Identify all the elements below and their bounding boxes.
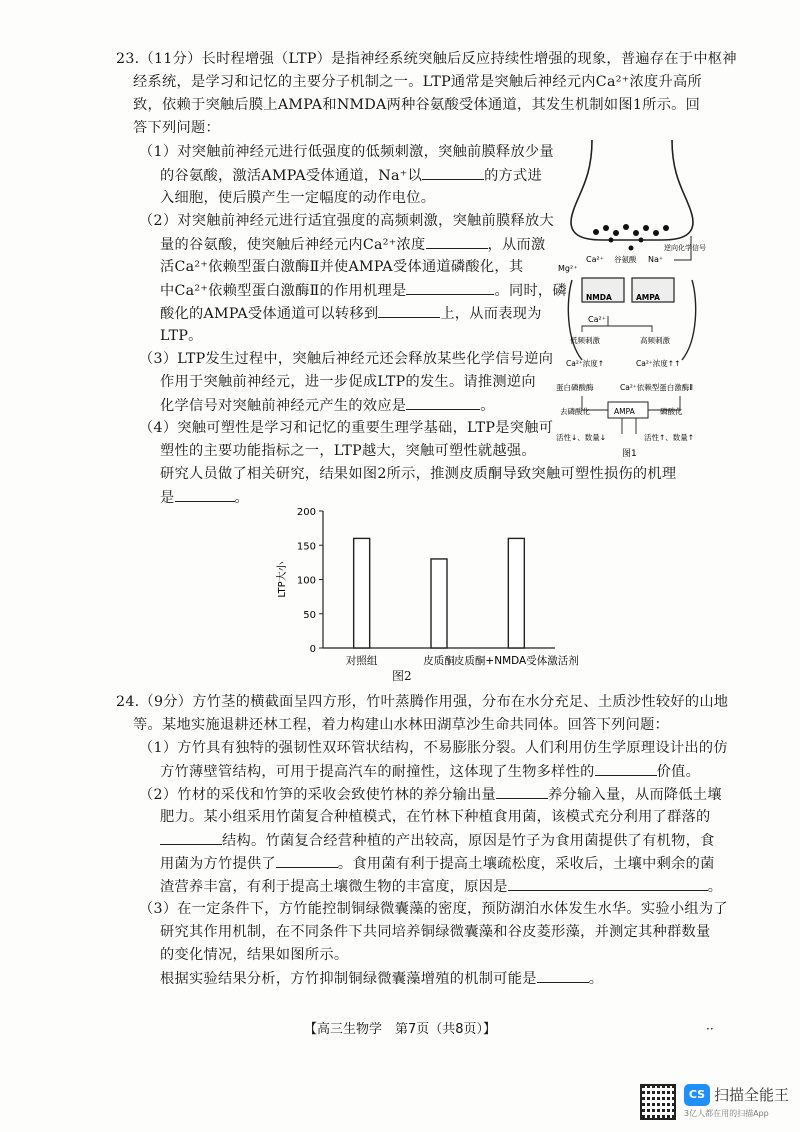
figure-1-diagram: [552, 140, 712, 460]
ca-high-label: Ca²⁺浓度↑↑: [636, 359, 681, 368]
q23-p2-text-3: 中Ca²⁺依赖型蛋白激酶Ⅱ的作用机理是: [160, 283, 407, 299]
answer-blank: [406, 281, 494, 295]
answer-blank: [378, 304, 440, 318]
y-tick-label: 200: [296, 507, 316, 518]
q23-p2-line-1: （2）对突触前神经元进行适宜强度的高频刺激，突触前膜释放大: [139, 213, 554, 229]
q23-p3-text: 化学信号对突触前神经元产生的效应是: [160, 398, 407, 414]
figure-2-bar-chart: [265, 505, 579, 680]
q24-p3-line-2: 研究其作用机制，在不同条件下共同培养铜绿微囊藻和谷皮菱形藻，并测定其种群数量: [160, 924, 711, 940]
bar: [508, 538, 524, 648]
q24-p3-text: 根据实验结果分析，方竹抑制铜绿微囊藻增殖的机制可能是: [160, 971, 537, 987]
q23-p3-line-1: （3）LTP发生过程中，突触后神经元还会释放某些化学信号逆向: [139, 351, 554, 367]
answer-blank: [426, 235, 488, 249]
bar: [354, 538, 370, 648]
q23-p1-text-2: 的方式进: [484, 168, 543, 184]
camscanner-logo-icon: CS: [684, 1084, 710, 1106]
q23-p4-line-4: [160, 488, 249, 507]
answer-blank: [496, 785, 548, 799]
nmda-receptor-label: NMDA: [586, 293, 612, 302]
y-tick-label: 150: [296, 541, 316, 553]
dephos-label: 去磷酸化: [560, 407, 590, 416]
x-category-label: 皮质酮: [423, 655, 455, 667]
q23-p1-line-1: （1）对突触前神经元进行低强度的低频刺激，突触前膜释放少量: [139, 144, 554, 160]
qr-code-icon: [640, 1084, 676, 1120]
glutamate-label: 谷氨酸: [614, 255, 637, 264]
answer-blank: [537, 969, 589, 983]
answer-blank: [160, 831, 222, 845]
app-name: 扫描全能王: [714, 1086, 790, 1104]
q24-p2-text-6: 渣营养丰富，有利于提高土壤微生物的丰富度，原因是: [160, 879, 508, 895]
q23-p2-line-6: LTP。: [160, 328, 203, 344]
ca-low-label: Ca²⁺浓度↑: [566, 359, 605, 368]
q23-p2-line-4: [160, 281, 567, 300]
q23-p1-text: 的谷氨酸，激活AMPA受体通道，Na⁺以: [160, 168, 423, 184]
bar: [431, 559, 447, 648]
ampa-receptor-label: AMPA: [636, 293, 660, 302]
q24-p1-text-2: 价值。: [656, 764, 701, 780]
q23-p2-text-2: ，从而激: [487, 237, 546, 253]
q23-p2-text-4: 。同时，磷: [494, 283, 567, 299]
phosphatase-label: 蛋白磷酸酶: [556, 383, 594, 392]
q23-p4-text-2: 。: [234, 490, 249, 506]
y-tick-label: 0: [309, 644, 316, 655]
answer-blank: [406, 396, 480, 410]
q23-p3-line-2: 作用于突触前神经元，进一步促成LTP的发生。请推测逆向: [160, 374, 536, 390]
q23-p2-text: 量的谷氨酸，使突触后神经元内Ca²⁺浓度: [160, 237, 426, 253]
q23-p1-line-3: 入细胞，使后膜产生一定幅度的动作电位。: [160, 190, 436, 206]
figure-1-caption: 图1: [622, 449, 637, 459]
phos-label: 磷酸化: [660, 407, 683, 416]
q23-p2-text-5: 酸化的AMPA受体通道可以转移到: [160, 306, 379, 322]
q24-p2-line-4: [160, 854, 715, 873]
q23-line-2: 经系统，是学习和记忆的主要分子机制之一。LTP通常是突触后神经元内Ca²⁺浓度升高所: [133, 74, 702, 90]
ca-label: Ca²⁺: [586, 255, 604, 264]
answer-blank: [422, 166, 484, 180]
q24-p2-text-5: 。食用菌有利于提高土壤疏松度，采收后，土壤中剩余的菌: [337, 856, 715, 872]
na-label: Na⁺: [648, 255, 664, 264]
page-footer: 【高三生物学 第7页（共8页）】: [303, 1022, 497, 1037]
ampa-box-label: AMPA: [614, 407, 635, 416]
q23-p3-line-3: [160, 396, 495, 415]
q24-p3-line-1: （3）在一定条件下，方竹能控制铜绿微囊藻的密度，预防湖泊水体发生水华。实验小组为了: [139, 901, 728, 917]
q23-p4-text: 是: [160, 490, 175, 506]
answer-blank: [175, 488, 235, 502]
q24-p1-line-2: [160, 762, 700, 781]
q23-p3-text-2: 。: [480, 398, 495, 414]
kinase-label: Ca²⁺依赖型蛋白激酶Ⅱ: [620, 383, 693, 392]
app-tagline: 3亿人都在用的扫描App: [684, 1109, 769, 1118]
q24-p2-text-2: 养分输入量，从而降低土壤: [548, 787, 722, 803]
answer-blank: [508, 877, 708, 891]
answer-blank: [595, 762, 657, 776]
q24-p3-line-4: [160, 969, 603, 988]
q23-line-3: 致，依赖于突触后膜上AMPA和NMDA两种谷氨酸受体通道，其发生机制如图1所示。回: [133, 97, 701, 113]
chart-labels: [275, 507, 579, 667]
q23-line-4: 答下列问题：: [133, 120, 220, 136]
q24-p2-text: （2）竹材的采伐和竹笋的采收会致使竹林的养分输出量: [139, 787, 497, 803]
mg-label: Mg²⁺: [558, 264, 578, 273]
q23-p1-line-2: [160, 166, 542, 185]
q24-p3-line-3: 的变化情况，结果如图所示。: [160, 947, 349, 963]
answer-blank: [276, 854, 338, 868]
high-freq-label: 高频刺激: [640, 336, 670, 345]
q24-p2-line-1: [139, 785, 722, 804]
q24-p1-line-1: （1）方竹具有独特的强韧性双环管状结构，不易膨胀分裂。人们利用仿生学原理设计出的仿: [139, 740, 728, 756]
x-category-label: 皮质酮+NMDA受体激活剂: [453, 655, 579, 667]
y-axis-label: LTP大小: [277, 561, 288, 598]
q23-p2-text-6: 上，从而表现为: [440, 306, 542, 322]
q24-line-1: 24.（9分）方竹茎的横截面呈四方形，竹叶蒸腾作用强，分布在水分充足、土质沙性较好的山地: [116, 694, 729, 710]
q23-p4-line-2: 塑性的主要功能指标之一，LTP越大，突触可塑性就越强。: [160, 443, 536, 459]
q23-p2-line-5: [160, 304, 542, 323]
q24-p2-text-3: 结构。竹菌复合经营种植的产出较高，原因是竹子为食用菌提供了有机物，食: [222, 833, 715, 849]
y-tick-label: 50: [303, 609, 316, 621]
ca-inside-label: Ca²⁺: [588, 315, 606, 324]
y-tick-label: 100: [296, 575, 316, 587]
q24-p3-text-2: 。: [588, 971, 604, 987]
q23-p2-line-3: 活Ca²⁺依赖型蛋白激酶Ⅱ并使AMPA受体通道磷酸化，其: [160, 259, 524, 275]
q23-line-1: 23.（11分）长时程增强（LTP）是指神经系统突触后反应持续性增强的现象，普遍存在于中枢神: [116, 51, 737, 67]
retro-signal-label: 逆向化学信号: [664, 244, 706, 252]
x-category-label: 对照组: [345, 655, 378, 667]
figure-2-caption: 图2: [392, 669, 412, 683]
q24-p1-text: 方竹薄壁管结构，可用于提高汽车的耐撞性，这体现了生物多样性的: [160, 764, 595, 780]
q24-p2-text-4: 用菌为方竹提供了: [160, 856, 276, 872]
q24-p2-text-7: 。: [707, 879, 723, 895]
q23-p2-line-2: [160, 235, 545, 254]
low-freq-label: 低频刺激: [570, 336, 600, 345]
activity-up-label: 活性↑、数量↑: [644, 433, 695, 442]
q23-p4-line-1: （4）突触可塑性是学习和记忆的重要生理学基础，LTP是突触可: [139, 420, 554, 436]
activity-down-label: 活性↓、数量↓: [556, 433, 607, 442]
q24-line-2: 等。某地实施退耕还林工程，着力构建山水林田湖草沙生命共同体。回答下列问题：: [133, 717, 670, 733]
q24-p2-line-3: [160, 831, 715, 850]
chart-bars: [354, 538, 525, 648]
footer-mark: ··: [706, 1022, 714, 1036]
q23-p4-line-3: 研究人员做了相关研究，结果如图2所示，推测皮质酮导致突触可塑性损伤的机理: [160, 466, 677, 482]
q24-p2-line-5: [160, 877, 722, 896]
q24-p2-line-2: 肥力。某小组采用竹菌复合种植模式，在竹林下种植食用菌，该模式充分利用了群落的: [160, 809, 711, 825]
